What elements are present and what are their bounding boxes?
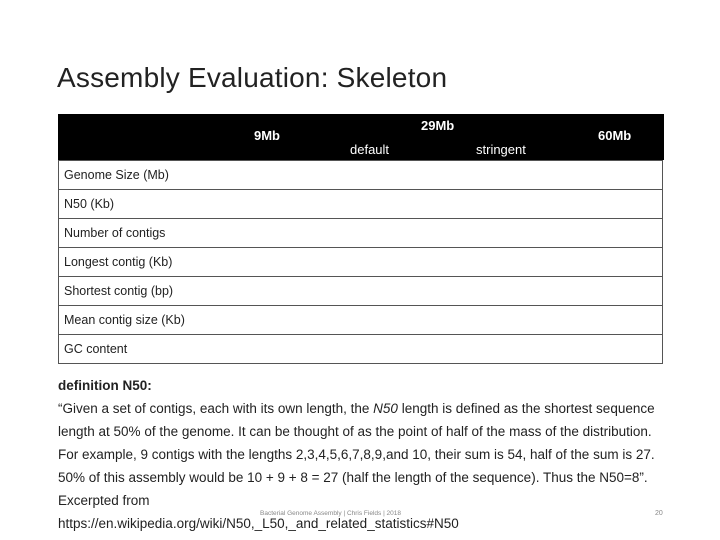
slide-footer: Bacterial Genome Assembly | Chris Fields | 2018 [260,510,402,517]
definition-text-after: length is defined as the shortest sequence length at 50% of the genome. It can be thought of as the point of half of the mass of the distribution. For example, 9 contigs with the lengths 2,3,4,5,6,7,8,9,and 10, their sum is 54, half of the sum is 27. 50% of this assembly would be 10 + 9 + 8 = 27 (half the length of the sequence). Thus the N50=8”. Excerpted from [58,401,655,508]
definition-heading: definition N50: [58,378,152,393]
header-29mb: 29Mb [421,118,455,133]
table-row [59,335,663,364]
definition-text-before: “Given a set of contigs, each with its own length, the [58,401,374,416]
slide-title: Assembly Evaluation: Skeleton [57,62,448,93]
table-row [59,277,663,306]
table-row [59,248,663,277]
evaluation-table [58,160,663,364]
row-label: Longest contig (Kb) [59,248,663,277]
row-label: Genome Size (Mb) [59,161,663,190]
wikipedia-link[interactable]: https://en.wikipedia.org/wiki/N50,_L50,_and_related_statistics#N50 [58,516,459,531]
table-row [59,161,663,190]
table-row [59,190,663,219]
row-label: Number of contigs [59,219,663,248]
definition-italic-term: N50 [373,401,398,416]
header-stringent: stringent [476,142,526,157]
page-number: 20 [655,510,663,517]
table-row [59,219,663,248]
row-label: GC content [59,335,663,364]
header-9mb: 9Mb [254,128,280,143]
table-row [59,306,663,335]
row-label: Mean contig size (Kb) [59,306,663,335]
header-default: default [350,142,390,157]
table-header [58,114,664,160]
row-label: Shortest contig (bp) [59,277,663,306]
definition-body [58,397,668,512]
header-60mb: 60Mb [598,128,632,143]
row-label: N50 (Kb) [59,190,663,219]
